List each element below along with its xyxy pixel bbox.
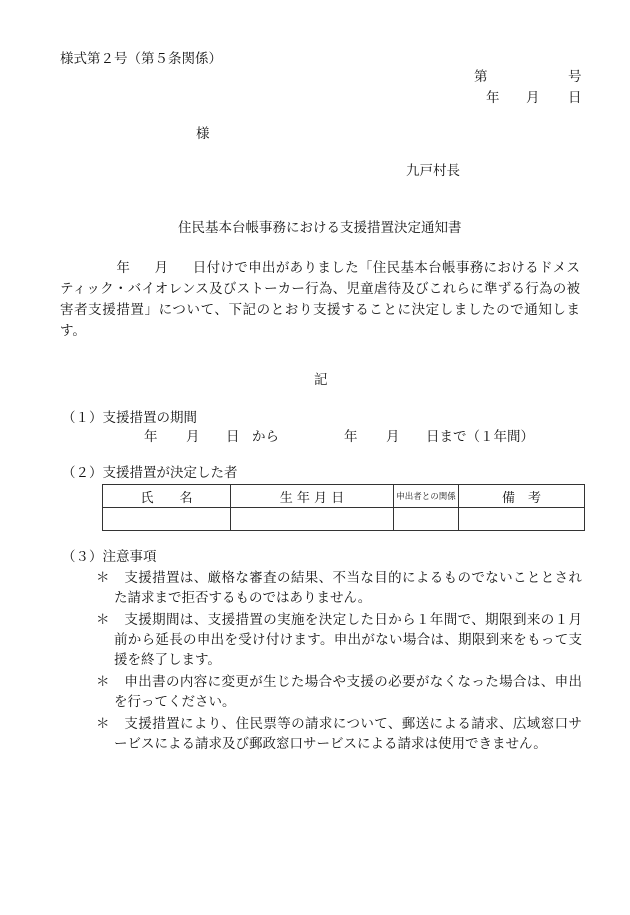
section1-heading: （１）支援措置の期間 xyxy=(62,410,197,426)
doc-number-prefix: 第 xyxy=(474,69,488,85)
note-text: 支援措置により、住民票等の請求について、郵送による請求、広域窓口サービスによる請求及び郵政窓口サービスによる請求は使用できません。 xyxy=(114,716,582,752)
list-item xyxy=(96,568,582,608)
asterisk-bullet: ＊ xyxy=(96,612,110,628)
asterisk-bullet: ＊ xyxy=(96,570,110,586)
period-from: から xyxy=(252,429,279,445)
note-text: 支援期間は、支援措置の実施を決定した日から１年間で、期限到来の１月前から延長の申出を受け付けます。申出がない場合は、期限到来をもって支援を終了します。 xyxy=(114,612,582,668)
period-start-day: 日 xyxy=(226,429,240,445)
doc-number-suffix: 号 xyxy=(568,69,582,85)
intro-text: 日付けで申出がありました「住民基本台帳事務におけるドメスティック・バイオレンス及びストーカー行為、児童虐待及びこれらに準ずる行為の被害者支援措置」について、下記のとおり支援することに決定しましたので通知します。 xyxy=(60,260,581,339)
intro-month: 月 xyxy=(154,260,169,276)
list-item xyxy=(96,714,582,754)
document-title: 住民基本台帳事務における支援措置決定通知書 xyxy=(178,220,462,236)
period-end-month: 月 xyxy=(386,429,400,445)
col-name-header: 氏 名 xyxy=(103,485,231,508)
period-end-year: 年 xyxy=(344,429,358,445)
col-birthdate-header: 生 年 月 日 xyxy=(231,485,394,508)
note-text: 支援措置は、厳格な審査の結果、不当な目的によるものでないこととされた請求まで拒否するものではありません。 xyxy=(114,570,582,606)
cell-relation xyxy=(394,508,459,531)
period-start-year: 年 xyxy=(144,429,158,445)
section2-heading: （２）支援措置が決定した者 xyxy=(62,465,238,481)
list-item xyxy=(96,672,582,712)
issuer: 九戸村長 xyxy=(406,163,460,179)
cell-birthdate xyxy=(231,508,394,531)
intro-year: 年 xyxy=(116,260,131,276)
notes-list xyxy=(96,568,582,756)
asterisk-bullet: ＊ xyxy=(96,716,110,732)
cell-name xyxy=(103,508,231,531)
list-item xyxy=(96,610,582,670)
table-header-row xyxy=(103,485,585,508)
asterisk-bullet: ＊ xyxy=(96,674,110,690)
date-month: 月 xyxy=(526,90,540,106)
section3-heading: （３）注意事項 xyxy=(62,549,157,565)
form-number: 様式第２号（第５条関係） xyxy=(60,51,222,67)
col-relation-header: 申出者との関係 xyxy=(394,485,459,508)
note-text: 申出書の内容に変更が生じた場合や支援の必要がなくなった場合は、申出を行ってください。 xyxy=(114,674,582,710)
col-remarks-header: 備 考 xyxy=(459,485,585,508)
addressee-suffix: 様 xyxy=(196,126,210,142)
ki-heading: 記 xyxy=(314,372,328,388)
cell-remarks xyxy=(459,508,585,531)
date-day: 日 xyxy=(568,90,582,106)
subject-table xyxy=(102,484,585,531)
date-year: 年 xyxy=(486,90,500,106)
period-end-suffix: 日まで（１年間） xyxy=(426,429,534,445)
period-start-month: 月 xyxy=(186,429,200,445)
table-row xyxy=(103,508,585,531)
intro-paragraph xyxy=(60,258,580,342)
